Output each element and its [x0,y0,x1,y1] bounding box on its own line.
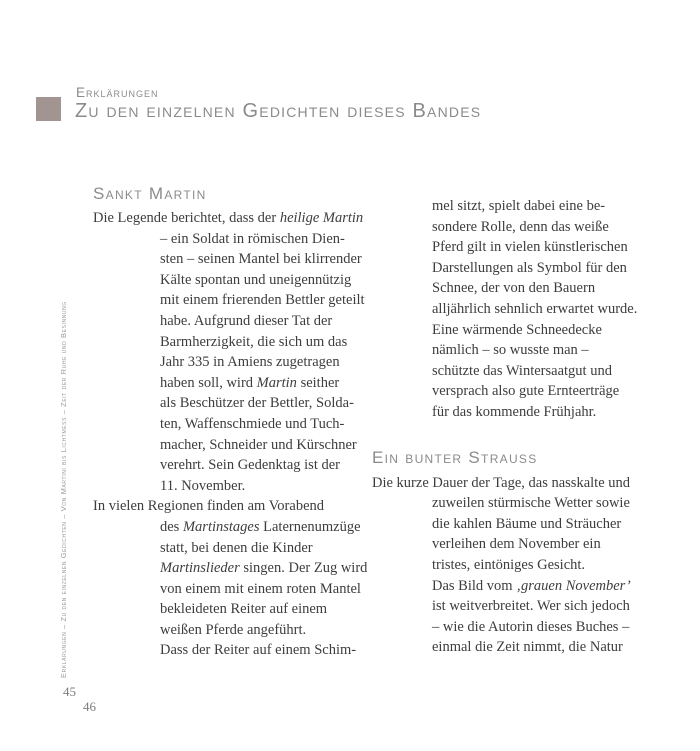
text-span: Die kurze Dauer der Tage, das nasskalte und [372,474,631,491]
right-column-text-bottom [372,473,677,658]
text-span: des [160,518,183,535]
text-span: Laternenumzüge [259,518,361,535]
text-span: versprach also gute Ernteerträge [432,383,620,400]
text-span: Darstellungen als Symbol für den [432,259,627,276]
text-span: für das kommende Frühjahr. [432,403,597,420]
right-column [372,196,677,658]
text-span: singen. Der Zug wird [239,560,368,577]
text-line [372,555,677,576]
italic-text: Martin [256,374,297,391]
text-span: ist weitverbreitet. Wer sich jedoch [432,598,630,615]
text-span: – ein Soldat in römischen Dien- [160,230,345,247]
text-line [372,576,677,597]
text-line [93,476,398,497]
text-line [93,249,398,270]
text-span: tristes, eintöniges Gesicht. [432,556,586,573]
page-title: Zu den einzelnen Gedichten dieses Bandes [75,100,482,122]
text-line [372,381,677,402]
page-number-46: 46 [83,699,96,714]
text-line [372,196,677,217]
text-span: Jahr 335 in Amiens zugetragen [160,354,340,371]
text-span: seither [296,374,340,391]
text-span: In vielen Regionen finden am Vorabend [93,498,325,515]
text-line [93,352,398,373]
text-span: mit einem frierenden Bettler geteilt [160,292,365,309]
text-span: sondere Rolle, denn das weiße [432,218,609,235]
text-line [93,208,398,229]
text-span: die kahlen Bäume und Sträucher [432,515,622,532]
text-span: zuweilen stürmische Wetter sowie [432,495,630,512]
text-span: 11. November. [160,477,246,494]
text-line [93,414,398,435]
text-span: von einem mit einem roten Mantel [160,580,361,597]
text-line [372,237,677,258]
text-line [93,538,398,559]
text-span: mel sitzt, spielt dabei eine be- [432,198,606,214]
text-span: Schnee, der von den Bauern [432,280,596,297]
accent-square [36,97,61,121]
vertical-margin-note: Erklärungen – Zu den einzelnen Gedichten – Von Martini bis Lichtmess – Zeit der Ruhe und Besinnung [59,301,68,678]
text-line [93,599,398,620]
text-span: verleihen dem November ein [432,536,601,553]
text-line [93,332,398,353]
text-span: Pferd gilt in vielen künstlerischen [432,239,628,256]
text-line [93,640,398,661]
text-span: Eine wärmende Schneedecke [432,321,602,338]
text-span: Das Bild vom [432,577,517,594]
text-line [93,496,398,517]
text-line [372,473,677,494]
text-line [93,290,398,311]
text-line [372,493,677,514]
text-span: Kälte spontan und uneigennützig [160,271,352,288]
right-column-text-top [372,196,677,423]
text-span: macher, Schneider und Kürschner [160,436,357,453]
text-span: Dass der Reiter auf einem Schim- [160,642,357,659]
text-line [93,229,398,250]
header-eyebrow: Erklärungen [76,85,159,100]
text-span: – wie die Autorin dieses Buches – [432,618,630,635]
text-line [93,311,398,332]
text-line [93,393,398,414]
text-line [93,435,398,456]
text-span: schützte das Wintersaatgut und [432,362,612,379]
text-line [93,620,398,641]
text-line [93,517,398,538]
text-span: alljährlich sehnlich erwartet wurde. [432,300,638,317]
page-number-45: 45 [63,684,76,699]
text-line [93,455,398,476]
text-span: habe. Aufgrund dieser Tat der [160,312,333,329]
italic-text: ‚grauen November’ [516,577,631,594]
text-line [93,579,398,600]
text-span: weißen Pferde angeführt. [160,621,307,638]
text-line [372,361,677,382]
left-column-text [93,208,398,661]
section-heading-sankt-martin: Sankt Martin [93,184,207,203]
left-column [93,183,398,661]
text-span: Die Legende berichtet, dass der [93,210,280,226]
italic-text: Martinslieder [160,560,240,577]
text-line [372,617,677,638]
text-line [93,558,398,579]
text-span: Barmherzigkeit, die sich um das [160,333,348,350]
text-line [372,596,677,617]
text-span: statt, bei denen die Kinder [160,539,313,556]
text-span: verehrt. Sein Gedenktag ist der [160,457,340,474]
text-span: sten – seinen Mantel bei klirrender [160,251,362,268]
text-line [372,637,677,658]
text-line [93,373,398,394]
text-span: bekleideten Reiter auf einem [160,601,328,618]
text-line [372,299,677,320]
section-heading-ein-bunter-strauss: Ein bunter Strauss [372,447,538,467]
text-line [372,278,677,299]
text-line [372,258,677,279]
text-span: ten, Waffenschmiede und Tuch- [160,415,345,432]
text-line [372,340,677,361]
text-line [372,217,677,238]
italic-text: heilige Martin [279,210,364,226]
text-line [93,270,398,291]
text-span: einmal die Zeit nimmt, die Natur [432,639,623,656]
text-line [372,402,677,423]
text-line [372,534,677,555]
text-line [372,320,677,341]
text-span: haben soll, wird [160,374,257,391]
text-span: als Beschützer der Bettler, Solda- [160,395,354,412]
italic-text: Martinstages [182,518,260,535]
text-line [372,514,677,535]
text-span: nämlich – so wusste man – [432,342,589,359]
